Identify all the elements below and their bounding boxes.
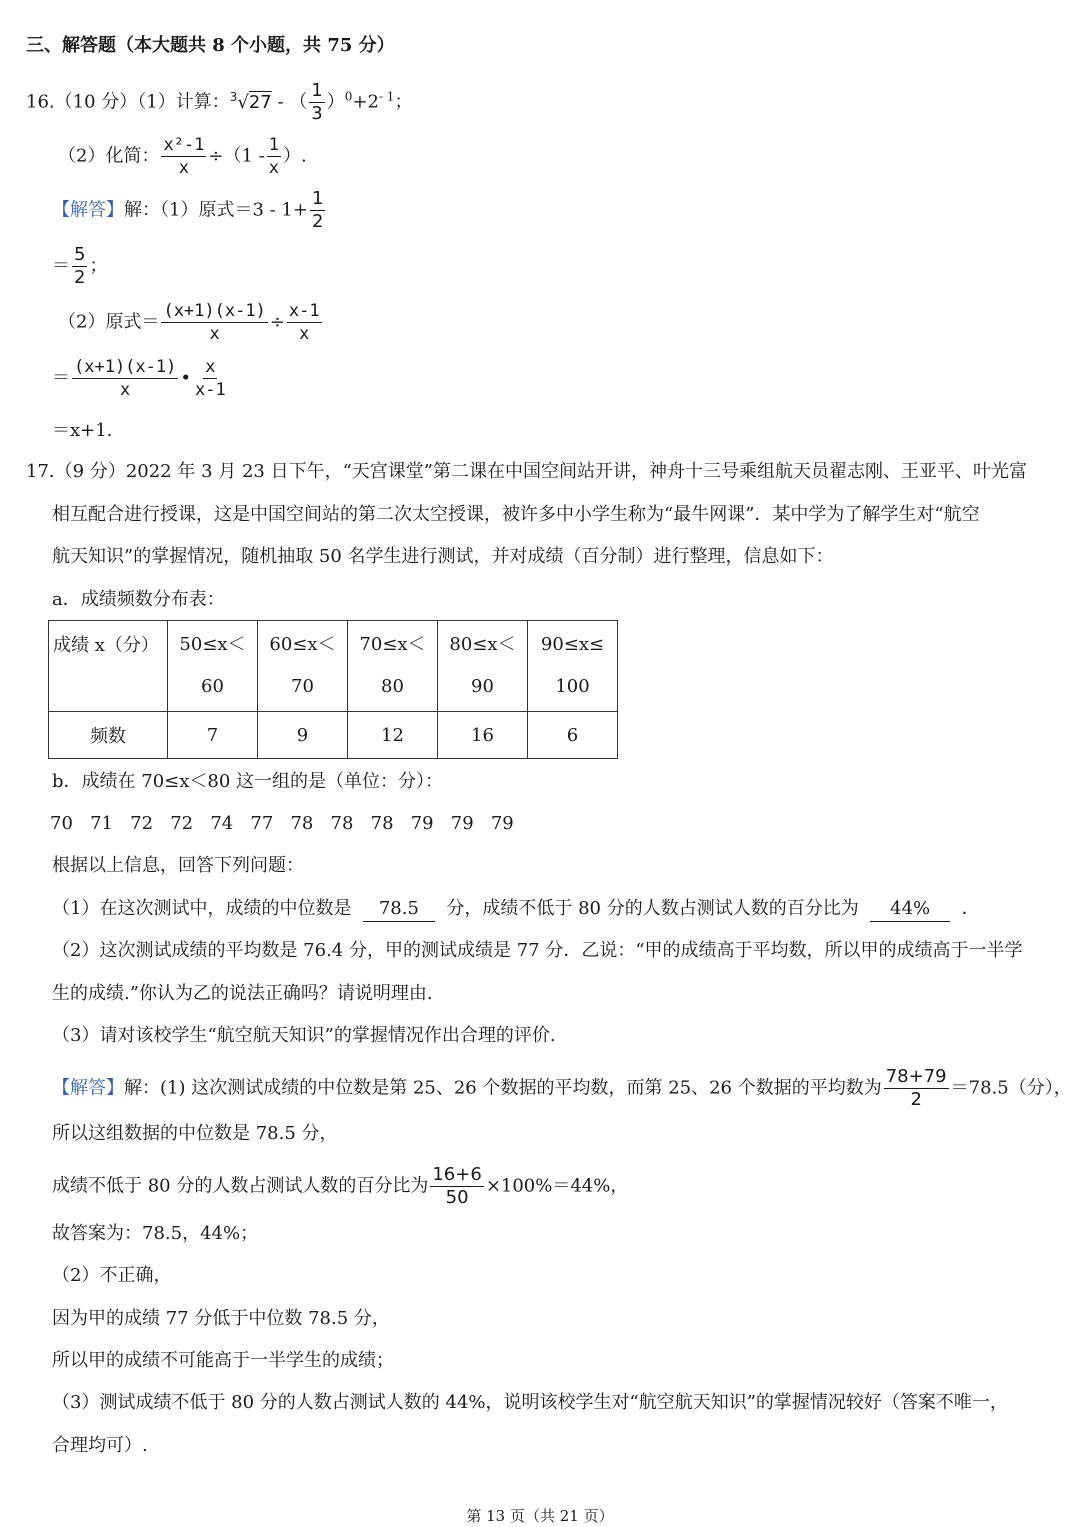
q17-answer-l9: 合理均可）. <box>52 1435 148 1456</box>
q17-answer-l2: 所以这组数据的中位数是 78.5 分， <box>52 1123 338 1144</box>
frac-78-79: $\frac{78+79}{2}$ <box>885 1066 947 1110</box>
frac-product: $\frac{(x+1)(x-1)}{x}$ <box>163 301 266 344</box>
q16-part1-label: （1）计算： <box>137 91 230 113</box>
q17-answer-l5: （2）不正确， <box>52 1265 172 1286</box>
frac-product-2: $\frac{(x+1)(x-1)}{x}$ <box>74 357 177 400</box>
q17-answer-l8: （3）测试成绩不低于 80 分的人数占测试人数的 44%，说明该校学生对“航空航天知识”的掌握情况较好（答案不唯一， <box>52 1392 1008 1413</box>
frac-1-2: $\frac{1}{2}$ <box>311 188 324 232</box>
q17-b-values: 70 71 72 72 74 77 78 78 78 79 79 79 <box>50 813 514 834</box>
cube-root: $^3$√27 <box>229 89 272 113</box>
q16-score: （10 分） <box>54 91 138 113</box>
q16-frac-x2-1: $\frac{\text{x²-1}}{x}$ <box>163 135 205 178</box>
table-range: 60≤x＜ 70 <box>258 621 348 712</box>
q17-p2-l1: （2）这次测试成绩的平均数是 76.4 分，甲的测试成绩是 77 分．乙说：“甲的成绩高于平均数，所以甲的成绩高于一半学 <box>52 940 1023 961</box>
frac-16-6: $\frac{16+6}{50}$ <box>432 1164 482 1208</box>
q17-b-label: b．成绩在 70≤x＜80 这一组的是（单位：分）： <box>52 771 444 792</box>
q17-p2-l2: 生的成绩.”你认为乙的说法正确吗？请说明理由. <box>52 983 433 1004</box>
table-range: 90≤x≤ 100 <box>528 621 618 712</box>
table-freq-label: 频数 <box>49 712 168 759</box>
q17-answer-l3: 成绩不低于 80 分的人数占测试人数的百分比为 $\frac{16+6}{50}$ ×100%＝44%， <box>52 1164 629 1208</box>
q16-part1: 16.（10 分）（1）计算：$^3$√27 - （ $\frac{1}{3}$ ）$^0+2^{- 1}$； <box>26 80 413 124</box>
q16-answer-l5: ＝x+1. <box>52 420 113 441</box>
table-freq-cell: 12 <box>348 712 438 759</box>
q17-p3: （3）请对该校学生“航空航天知识”的掌握情况作出合理的评价. <box>52 1025 556 1046</box>
table-range: 50≤x＜ 60 <box>168 621 258 712</box>
table-freq-cell: 9 <box>258 712 348 759</box>
q16-answer-l4: ＝ $\frac{(x+1)(x-1)}{x}$ • $\frac{x}{x-1}$ <box>52 357 226 400</box>
q17-stem-l1: 17.（9 分）2022 年 3 月 23 日下午，“天宫课堂”第二课在中国空间站开讲，神舟十三号乘组航天员翟志刚、王亚平、叶光富 <box>26 461 1027 482</box>
q17-p1: （1）在这次测试中，成绩的中位数是 78.5 分，成绩不低于 80 分的人数占测试人数的百分比为 44% ． <box>52 897 980 922</box>
q16-part2: （2）化简： $\frac{\text{x²-1}}{x}$ ÷（1 - $\frac{1}{x}$ ）. <box>58 135 307 178</box>
q17-answer-l1: 【解答】解：(1) 这次测试成绩的中位数是第 25、26 个数据的平均数，而第 25、26 个数据的平均数为 $\frac{78+79}{2}$ ＝78.5（分）， <box>52 1066 1072 1110</box>
table-freq-cell: 6 <box>528 712 618 759</box>
answer-blank-median: 78.5 <box>363 897 435 922</box>
table-range: 70≤x＜ 80 <box>348 621 438 712</box>
q16-frac-1-3: $\frac{1}{3}$ <box>311 80 323 124</box>
q17-stem-l3: 航天知识”的掌握情况，随机抽取 50 名学生进行测试，并对成绩（百分制）进行整理，信息如下： <box>52 546 834 567</box>
q16-frac-1-x: $\frac{1}{x}$ <box>268 135 279 178</box>
table-freq-cell: 7 <box>168 712 258 759</box>
table-freq-cell: 16 <box>438 712 528 759</box>
page-footer: 第 13 页（共 21 页） <box>466 1507 614 1525</box>
frac-x-over-x-1: $\frac{x}{x-1}$ <box>194 357 226 400</box>
answer-tag: 【解答】 <box>52 1077 124 1099</box>
frac-5-2: $\frac{5}{2}$ <box>74 244 86 288</box>
frequency-table <box>48 620 618 759</box>
q17-answer-l4: 故答案为：78.5，44%； <box>52 1223 259 1244</box>
answer-blank-percent: 44% <box>870 897 950 922</box>
q17-a-label: a．成绩频数分布表： <box>52 589 225 610</box>
answer-tag: 【解答】 <box>52 199 124 221</box>
q17-prompt: 根据以上信息，回答下列问题： <box>52 855 304 876</box>
table-range: 80≤x＜ 90 <box>438 621 528 712</box>
q16-answer-l2: ＝ $\frac{5}{2}$ ； <box>52 244 108 288</box>
q17-stem-l2: 相互配合进行授课，这是中国空间站的第二次太空授课，被许多中小学生称为“最牛网课”．某中学为了解学生对“航空 <box>52 504 980 525</box>
q16-number: 16. <box>26 91 55 113</box>
q17-answer-l6: 因为甲的成绩 77 分低于中位数 78.5 分， <box>52 1308 390 1329</box>
table-header-label: 成绩 x（分） <box>49 621 168 712</box>
section-heading: 三、解答题（本大题共 8 个小题，共 75 分） <box>26 35 395 56</box>
q16-answer-l1: 【解答】解：（1）原式＝3 - 1+ $\frac{1}{2}$ <box>52 188 324 232</box>
frac-x-1-x: $\frac{x-1}{x}$ <box>288 301 320 344</box>
q17-answer-l7: 所以甲的成绩不可能高于一半学生的成绩； <box>52 1350 394 1371</box>
q16-answer-l3: （2）原式＝ $\frac{(x+1)(x-1)}{x}$ ÷ $\frac{x-1}{x}$ <box>58 301 320 344</box>
